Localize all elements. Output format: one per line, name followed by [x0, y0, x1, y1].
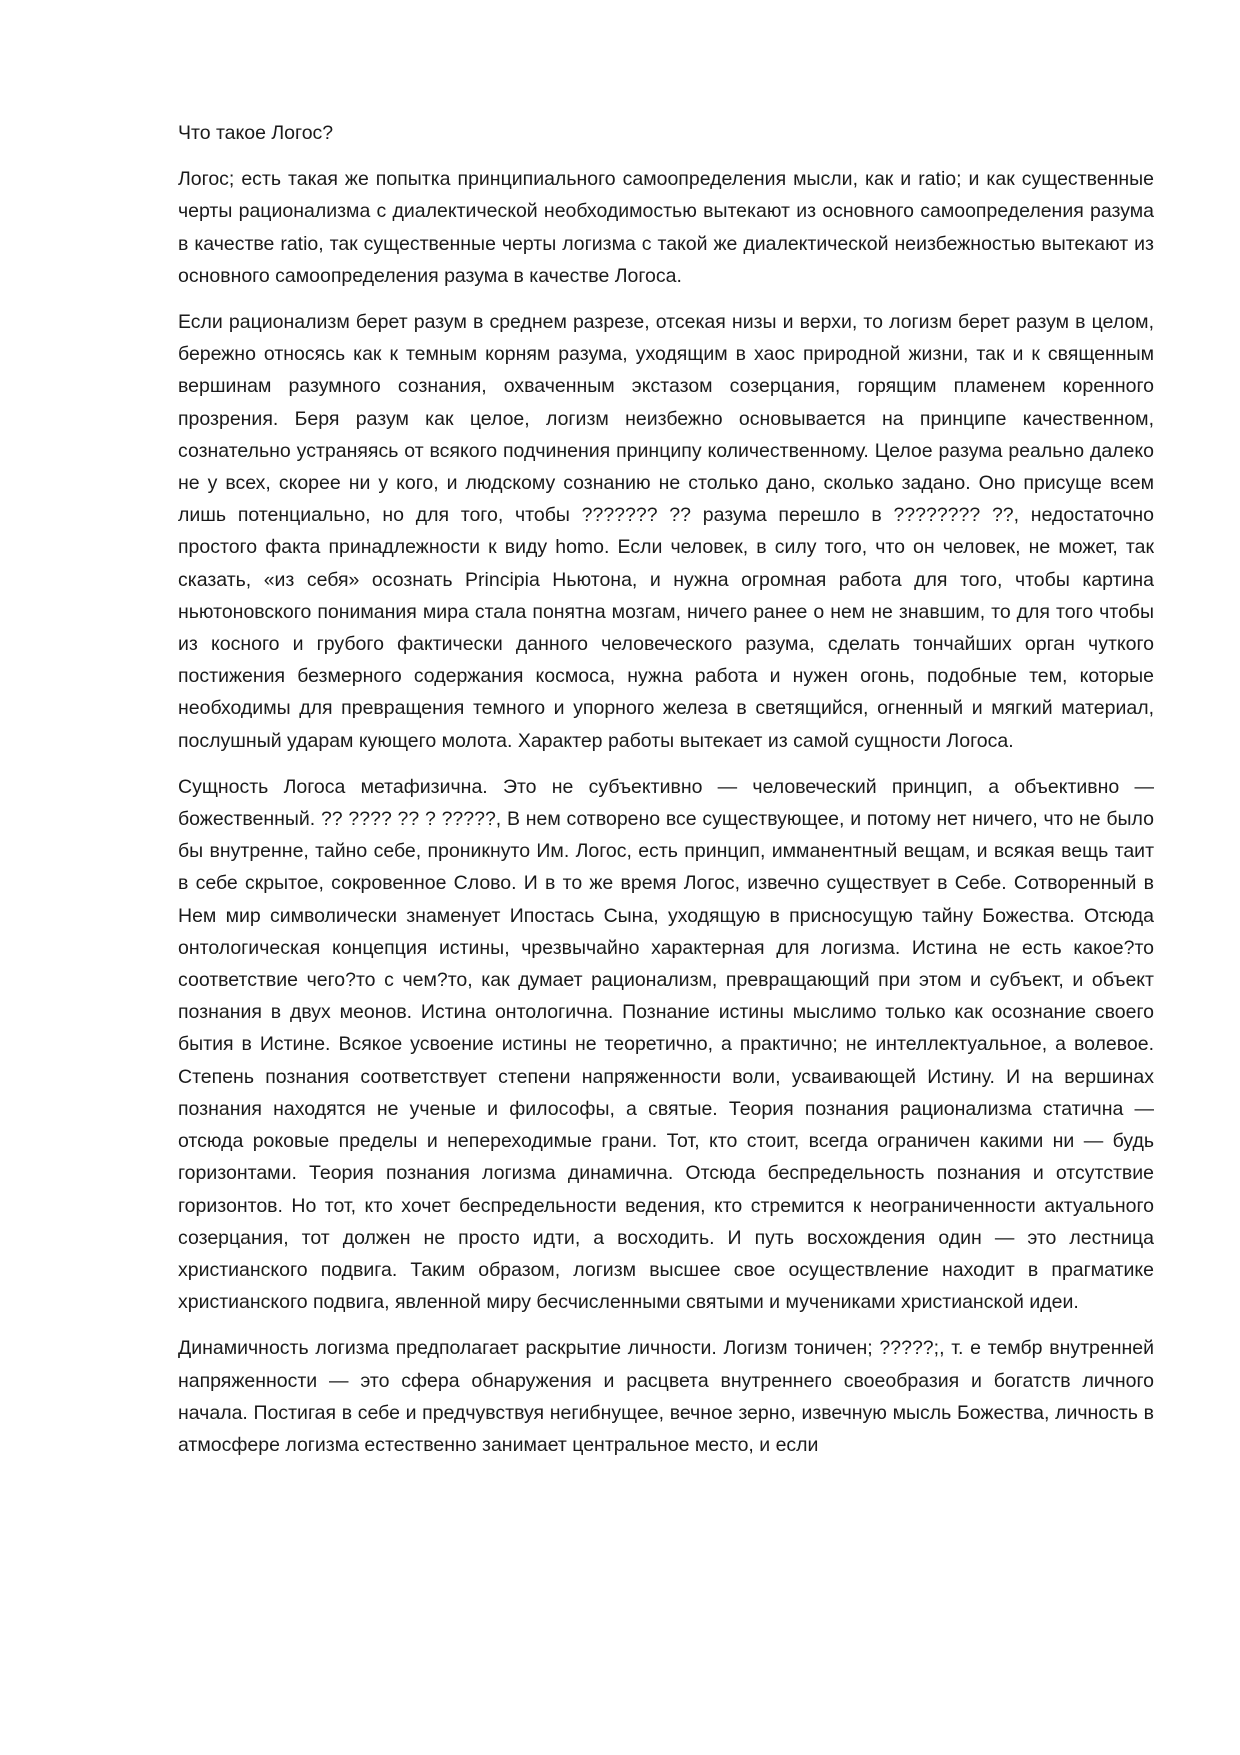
paragraph-rationalism-vs-logism: Если рационализм берет разум в среднем разрезе, отсекая низы и верхи, то логизм берет разум в целом, бережно относясь как к темным корням разума, уходящим в хаос природной жизни, так и к священным вершинам разумного сознания, охваченным экстазом созерцания, горящим пламенем коренного прозрения. Беря разум как целое, логизм неизбежно основывается на принципе качественном, сознательно устраняясь от всякого подчинения принципу количественному. Целое разума реально далеко не у всех, скорее ни у кого, и людскому сознанию не столько дано, сколько задано. Оно присуще всем лишь потенциально, но для того, чтобы ??????? ?? разума перешло в ???????? ??, недостаточно простого факта принадлежности к виду homo. Если человек, в силу того, что он человек, не может, так сказать, «из себя» осознать Principia Ньютона, и нужна огромная работа для того, чтобы картина ньютоновского понимания мира стала понятна мозгам, ничего ранее о нем не знавшим, то для того чтобы из косного и грубого фактически данного человеческого разума, сделать тончайших орган чуткого постижения безмерного содержания космоса, нужна работа и нужен огонь, подобные тем, которые необходимы для превращения темного и упорного железа в светящийся, огненный и мягкий материал, послушный ударам кующего молота. Характер работы вытекает из самой сущности Логоса.: [178, 311, 1154, 752]
document-title: Что такое Логос?: [178, 122, 334, 144]
paragraph-logos-definition: Логос; есть такая же попытка принципиального самоопределения мысли, как и ratio; и как существенные черты рационализма с диалектической необходимостью вытекают из основного самоопределения разума в качестве ratio, так существенные черты логизма с такой же диалектической неизбежностью вытекают из основного самоопределения разума в качестве Логоса.: [178, 168, 1154, 287]
document-body: [178, 117, 1154, 1475]
paragraph-essence-of-logos: Сущность Логоса метафизична. Это не субъективно — человеческий принцип, а объективно — божественный. ?? ???? ?? ? ?????, В нем сотворено все существующее, и потому нет ничего, что не было бы внутренне, тайно себе, проникнуто Им. Логос, есть принцип, имманентный вещам, и всякая вещь таит в себе скрытое, сокровенное Слово. И в то же время Логос, извечно существует в Себе. Сотворенный в Нем мир символически знаменует Ипостась Сына, уходящую в присносущую тайну Божества. Отсюда онтологическая концепция истины, чрезвычайно характерная для логизма. Истина не есть какое?то соответствие чего?то с чем?то, как думает рационализм, превращающий при этом и субъект, и объект познания в двух меонов. Истина онтологична. Познание истины мыслимо только как осознание своего бытия в Истине. Всякое усвоение истины не теоретично, а практично; не интеллектуальное, а волевое. Степень познания соответствует степени напряженности воли, усваивающей Истину. И на вершинах познания находятся не ученые и философы, а святые. Теория познания рационализма статична — отсюда роковые пределы и непереходимые грани. Тот, кто стоит, всегда ограничен какими ни — будь горизонтами. Теория познания логизма динамична. Отсюда беспредельность познания и отсутствие горизонтов. Но тот, кто хочет беспредельности ведения, кто стремится к неограниченности актуального созерцания, тот должен не просто идти, а восходить. И путь восхождения один — это лестница христианского подвига. Таким образом, логизм высшее свое осуществление находит в прагматике христианского подвига, явленной миру бесчисленными святыми и мучениками христианской идеи.: [178, 775, 1154, 1314]
paragraph-dynamism-of-logism: Динамичность логизма предполагает раскрытие личности. Логизм тоничен; ?????;, т. е тембр внутренней напряженности — это сфера обнаружения и расцвета внутреннего своеобразия и богатств личного начала. Постигая в себе и предчувствуя негибнущее, вечное зерно, извечную мысль Божества, личность в атмосфере логизма естественно занимает центральное место, и если: [178, 1337, 1154, 1456]
